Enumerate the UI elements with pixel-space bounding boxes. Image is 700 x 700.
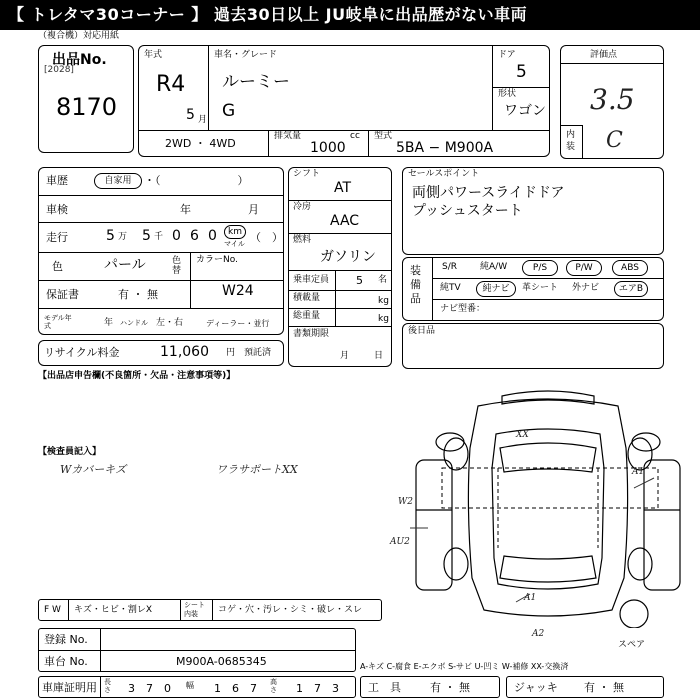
tools-label: 工 具: [368, 681, 401, 694]
year-era: R4: [156, 72, 186, 97]
docs-day: 日: [374, 351, 384, 361]
spare-label: スペア: [618, 640, 646, 650]
diagram-mark-a1-rear: A1: [524, 593, 537, 603]
fuel: ガソリン: [320, 249, 376, 265]
equip-pw: P/W: [566, 260, 602, 276]
capacity-label: 乗車定員: [293, 275, 330, 285]
diagram-mark-w2: W2: [398, 497, 413, 507]
mile-unit: マイル: [224, 240, 245, 248]
equip-leather: 革シート: [522, 283, 559, 293]
docs-label: 書類期限: [293, 329, 330, 339]
man-unit: 万: [118, 232, 128, 242]
cert-length-label: 長さ: [104, 678, 111, 694]
reki-value: 自家用: [94, 173, 142, 189]
cert-width-label: 幅: [186, 681, 194, 690]
equipment-label: 装備品: [410, 264, 421, 305]
mileage-digit-3: 0: [208, 228, 217, 244]
handle-label: ハンドル: [120, 319, 148, 327]
month-unit: 月: [198, 115, 208, 125]
model-label: 型式: [374, 131, 393, 141]
shape-label: 形状: [498, 89, 517, 99]
color-label: 色: [52, 260, 63, 273]
cert-height-2: 7: [314, 682, 321, 695]
displacement-label: 排気量: [274, 131, 302, 141]
shaken-month: 月: [248, 203, 259, 216]
load-kg: kg: [378, 296, 389, 306]
vehicle-grade: G: [222, 101, 236, 121]
diagram-mark-a2: A2: [532, 629, 545, 639]
sen-unit: 千: [154, 232, 164, 242]
shape: ワゴン: [504, 103, 546, 119]
warranty: 有 ・ 無: [118, 288, 158, 301]
mileage-digit-2: 6: [190, 228, 199, 244]
evaluation-score: 3.5: [590, 83, 635, 116]
multi-use-note: （複合機）対応用紙: [38, 31, 120, 41]
import-year: 年: [104, 318, 114, 328]
cert-width-3: 7: [250, 682, 257, 695]
year-month: 5: [186, 107, 195, 123]
tools-value: 有 ・ 無: [430, 681, 470, 694]
mileage-paren: （ ）: [250, 231, 283, 244]
dealer-label: ディーラー・並行: [206, 319, 270, 328]
import-label: モデル年式: [44, 314, 72, 330]
shaken-label: 車検: [46, 203, 68, 216]
gross-label: 総重量: [293, 311, 321, 321]
color: パール: [104, 257, 146, 273]
name-label: 車名・グレード: [214, 50, 278, 60]
evaluation-label: 評価点: [590, 50, 618, 60]
interior-grade: C: [606, 128, 623, 153]
navi-model: ナビ型番：: [440, 304, 486, 314]
reg-label: 登録 No.: [44, 633, 88, 646]
load-label: 積載量: [293, 293, 321, 303]
header-banner-text: 【 トレタマ30コーナー 】 過去30日以上 JU岐阜に出品歴がない車両: [8, 5, 528, 24]
color-no: W24: [222, 283, 254, 299]
equip-ps: P/S: [522, 260, 558, 276]
km-unit: km: [224, 225, 246, 239]
equip-ext-navi: 外ナビ: [572, 283, 600, 293]
cert-length-1: 3: [128, 682, 135, 695]
cert-label: 車庫証明用: [42, 681, 97, 694]
shift-label: シフト: [293, 169, 321, 179]
model: 5BA − M900A: [396, 140, 494, 156]
warranty-label: 保証書: [46, 288, 79, 301]
reki-rest: ・（ ）: [144, 174, 249, 187]
lot-stamp: [2028]: [44, 65, 74, 75]
cert-height-label: 高さ: [270, 678, 277, 694]
recycle-note: 預託済: [244, 348, 272, 358]
drive: 2WD ・ 4WD: [165, 137, 236, 150]
fw-label: F W: [44, 605, 61, 615]
diagram-mark-au2: AU2: [390, 537, 410, 547]
sales-points-label: セールスポイント: [408, 169, 480, 179]
chassis-label: 車台 No.: [44, 655, 88, 668]
lot-number: 8170: [56, 93, 118, 121]
diagram-mark-a1-right: A1: [632, 467, 645, 477]
displacement-unit: cc: [350, 131, 360, 141]
year-label: 年式: [144, 50, 163, 60]
cert-height-1: 1: [296, 682, 303, 695]
door-label: ドア: [498, 50, 516, 60]
fuel-label: 燃料: [293, 235, 312, 245]
interior-label: 内装: [566, 130, 576, 152]
seat-label: シート内装: [184, 601, 205, 618]
equip-aw: 純A/W: [480, 262, 508, 272]
sales-point-2: プッシュスタート: [412, 203, 523, 219]
reki-label: 車歴: [46, 174, 68, 187]
docs-month: 月: [340, 351, 350, 361]
shaken-year: 年: [180, 203, 191, 216]
jack-label: ジャッキ: [514, 681, 558, 694]
cert-width-2: 6: [232, 682, 239, 695]
damage-legend: A-キズ C-腐食 E-エクボ S-サビ U-凹ミ W-補修 XX-交換済: [360, 662, 569, 671]
inspection-note-1: Wカバーキズ: [60, 463, 127, 476]
cert-height-3: 3: [332, 682, 339, 695]
handle: 左・右: [156, 318, 184, 328]
chassis-number: M900A-0685345: [176, 655, 267, 668]
recycle-unit: 円: [226, 348, 236, 358]
ac: AAC: [330, 213, 360, 229]
mileage-sen: 5: [142, 228, 151, 244]
cert-length-3: 0: [164, 682, 171, 695]
mileage-digit-1: 0: [172, 228, 181, 244]
equip-abs: ABS: [612, 260, 648, 276]
equip-sr: S/R: [442, 262, 457, 272]
rear-note-box: [402, 323, 664, 369]
capacity: 5: [356, 274, 363, 287]
jack-value: 有 ・ 無: [584, 681, 624, 694]
declaration-label: 【出品店申告欄(不良箇所・欠品・注意事項等)】: [38, 371, 236, 381]
doors: 5: [516, 62, 527, 82]
rear-note-label: 後日品: [408, 326, 436, 336]
cert-width-1: 1: [214, 682, 221, 695]
recycle-label: リサイクル料金: [44, 346, 120, 359]
color-no-label: カラーNo.: [196, 255, 238, 265]
mileage-label: 走行: [46, 231, 68, 244]
mileage-man: 5: [106, 228, 115, 244]
cert-length-2: 7: [146, 682, 153, 695]
equip-navi: 純ナビ: [476, 281, 516, 297]
ac-label: 冷房: [293, 202, 312, 212]
history-box: [38, 167, 284, 335]
vehicle-name: ルーミー: [222, 72, 290, 92]
equip-tv: 純TV: [440, 283, 461, 293]
lot-label: 出品No.: [52, 52, 107, 68]
capacity-unit: 名: [378, 275, 388, 285]
inspection-note-2: ワラサポートXX: [216, 463, 298, 476]
recycle-amount: 11,060: [160, 344, 209, 360]
inspection-label: 【検査員記入】: [38, 447, 102, 457]
sales-point-1: 両側パワースライドドア: [412, 185, 565, 201]
diagram-mark-xx: XX: [516, 430, 529, 440]
shift: AT: [334, 180, 352, 196]
car-diagram: [398, 388, 700, 628]
equip-airbag: エアB: [614, 281, 648, 297]
displacement: 1000: [310, 140, 346, 156]
seat-text: コゲ・穴・汚レ・シミ・破レ・スレ: [218, 605, 363, 615]
repaint-label: 色替: [172, 256, 182, 276]
fw-text: キズ・ヒビ・割レX: [74, 605, 152, 615]
gross-kg: kg: [378, 314, 389, 324]
